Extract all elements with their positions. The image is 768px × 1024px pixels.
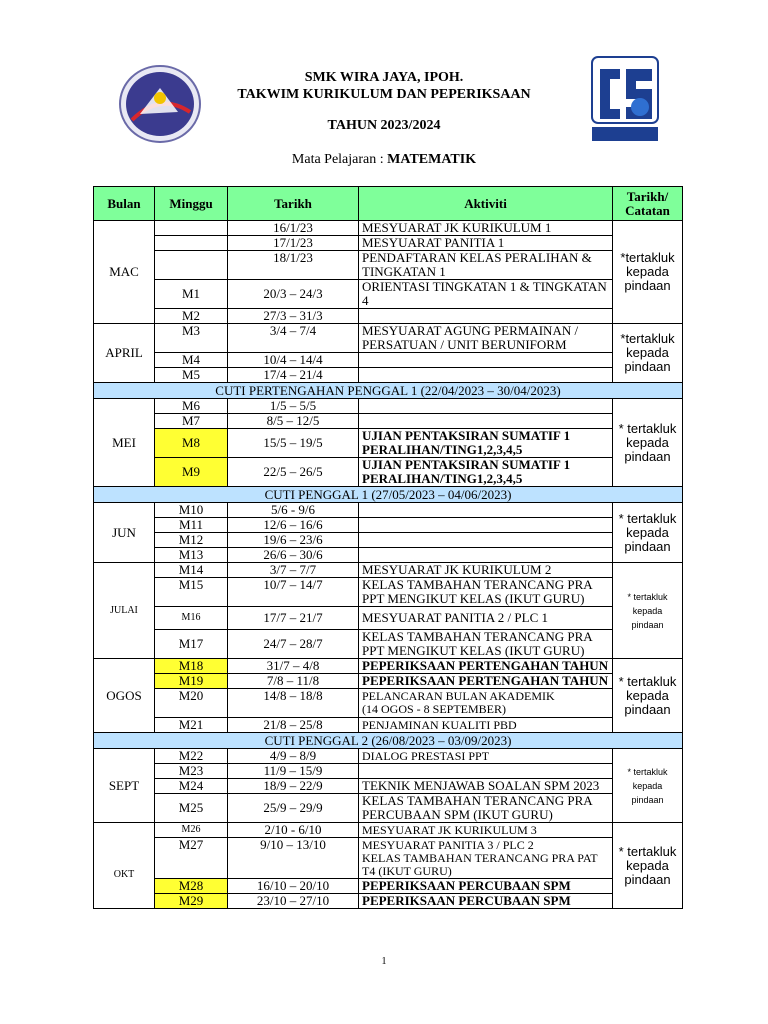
date-cell: 12/6 – 16/6 — [228, 518, 359, 533]
week-cell: M3 — [155, 324, 228, 353]
activity-cell — [359, 353, 613, 368]
date-cell: 9/10 – 13/10 — [228, 838, 359, 879]
activity-cell — [359, 764, 613, 779]
table-row — [94, 838, 683, 879]
date-cell: 3/4 – 7/4 — [228, 324, 359, 353]
activity-line: PELANCARAN BULAN AKADEMIK — [362, 689, 555, 703]
date-cell: 15/5 – 19/5 — [228, 429, 359, 458]
table-row — [94, 236, 683, 251]
week-cell: M7 — [155, 414, 228, 429]
holiday-label: CUTI PERTENGAHAN PENGGAL 1 (22/04/2023 – 30/04/2023) — [94, 383, 683, 399]
table-row — [94, 251, 683, 280]
activity-line: (14 OGOS - 8 SEPTEMBER) — [362, 702, 507, 716]
activity-cell: TEKNIK MENJAWAB SOALAN SPM 2023 — [359, 779, 613, 794]
header-month: Bulan — [94, 187, 155, 221]
date-cell: 31/7 – 4/8 — [228, 659, 359, 674]
holiday-row — [94, 487, 683, 503]
date-cell: 21/8 – 25/8 — [228, 718, 359, 733]
activity-cell: PENDAFTARAN KELAS PERALIHAN & TINGKATAN 1 — [359, 251, 613, 280]
date-cell: 2/10 - 6/10 — [228, 823, 359, 838]
note-cell: * tertakluk kepada pindaan — [613, 749, 683, 823]
week-cell: M16 — [155, 607, 228, 630]
activity-cell: PENJAMINAN KUALITI PBD — [359, 718, 613, 733]
date-cell: 17/7 – 21/7 — [228, 607, 359, 630]
academic-year: TAHUN 2023/2024 — [327, 118, 441, 133]
table-row — [94, 749, 683, 764]
date-cell: 19/6 – 23/6 — [228, 533, 359, 548]
date-cell: 22/5 – 26/5 — [228, 458, 359, 487]
header-note: Tarikh/ Catatan — [613, 187, 683, 221]
activity-cell: PEPERIKSAAN PERTENGAHAN TAHUN — [359, 674, 613, 689]
table-row — [94, 794, 683, 823]
activity-cell — [359, 414, 613, 429]
activity-cell: MESYUARAT PANITIA 2 / PLC 1 — [359, 607, 613, 630]
date-cell: 1/5 – 5/5 — [228, 399, 359, 414]
page-number: 1 — [381, 956, 387, 967]
activity-cell: MESYUARAT JK KURIKULUM 1 — [359, 221, 613, 236]
note-cell: * tertakluk kepada pindaan — [613, 823, 683, 909]
week-cell: M14 — [155, 563, 228, 578]
date-cell: 3/7 – 7/7 — [228, 563, 359, 578]
table-row — [94, 309, 683, 324]
month-cell: SEPT — [94, 749, 155, 823]
month-cell: JUN — [94, 503, 155, 563]
date-cell: 7/8 – 11/8 — [228, 674, 359, 689]
date-cell: 17/4 – 21/4 — [228, 368, 359, 383]
table-row — [94, 221, 683, 236]
week-cell — [155, 251, 228, 280]
week-cell: M11 — [155, 518, 228, 533]
table-row — [94, 429, 683, 458]
week-cell: M27 — [155, 838, 228, 879]
activity-cell — [359, 533, 613, 548]
note-cell: *tertakluk kepada pindaan — [613, 221, 683, 324]
date-cell: 4/9 – 8/9 — [228, 749, 359, 764]
activity-cell — [359, 838, 613, 879]
date-cell: 26/6 – 30/6 — [228, 548, 359, 563]
table-row — [94, 548, 683, 563]
week-cell: M4 — [155, 353, 228, 368]
activity-cell: MESYUARAT PANITIA 1 — [359, 236, 613, 251]
note-cell: * tertakluk kepada pindaan — [613, 563, 683, 659]
table-row — [94, 894, 683, 909]
week-cell: M29 — [155, 894, 228, 909]
date-cell: 18/1/23 — [228, 251, 359, 280]
week-cell: M21 — [155, 718, 228, 733]
calendar-title: TAKWIM KURIKULUM DAN PEPERIKSAAN — [237, 87, 531, 102]
table-row — [94, 368, 683, 383]
table-row — [94, 879, 683, 894]
table-row — [94, 659, 683, 674]
table-row — [94, 674, 683, 689]
table-row — [94, 718, 683, 733]
table-row — [94, 353, 683, 368]
activity-cell: DIALOG PRESTASI PPT — [359, 749, 613, 764]
activity-cell: PEPERIKSAAN PERCUBAAN SPM — [359, 894, 613, 909]
week-cell: M17 — [155, 630, 228, 659]
table-row — [94, 324, 683, 353]
note-cell: * tertakluk kepada pindaan — [613, 659, 683, 733]
month-cell: MAC — [94, 221, 155, 324]
month-cell: OGOS — [94, 659, 155, 733]
holiday-row — [94, 733, 683, 749]
date-cell: 10/4 – 14/4 — [228, 353, 359, 368]
week-cell: M25 — [155, 794, 228, 823]
activity-cell: KELAS TAMBAHAN TERANCANG PRA PPT MENGIKUT KELAS (IKUT GURU) — [359, 630, 613, 659]
calendar-table — [93, 186, 683, 909]
date-cell: 16/1/23 — [228, 221, 359, 236]
table-row — [94, 414, 683, 429]
date-cell: 18/9 – 22/9 — [228, 779, 359, 794]
date-cell: 17/1/23 — [228, 236, 359, 251]
week-cell: M20 — [155, 689, 228, 718]
activity-cell — [359, 368, 613, 383]
week-cell: M22 — [155, 749, 228, 764]
table-row — [94, 399, 683, 414]
table-header-row — [94, 187, 683, 221]
activity-cell — [359, 689, 613, 718]
activity-cell: KELAS TAMBAHAN TERANCANG PRA PERCUBAAN SPM (IKUT GURU) — [359, 794, 613, 823]
subject-label: Mata Pelajaran : — [291, 152, 388, 167]
table-row — [94, 764, 683, 779]
date-cell: 10/7 – 14/7 — [228, 578, 359, 607]
activity-cell — [359, 518, 613, 533]
activity-cell: MESYUARAT JK KURIKULUM 3 — [359, 823, 613, 838]
note-cell: *tertakluk kepada pindaan — [613, 324, 683, 383]
date-cell: 16/10 – 20/10 — [228, 879, 359, 894]
date-cell: 27/3 – 31/3 — [228, 309, 359, 324]
activity-line: MESYUARAT PANITIA 3 / PLC 2 — [362, 837, 534, 852]
activity-cell — [359, 399, 613, 414]
table-row — [94, 823, 683, 838]
week-cell: M6 — [155, 399, 228, 414]
table-row — [94, 503, 683, 518]
week-cell: M23 — [155, 764, 228, 779]
table-row — [94, 578, 683, 607]
table-row — [94, 533, 683, 548]
table-row — [94, 607, 683, 630]
table-row — [94, 458, 683, 487]
week-cell: M9 — [155, 458, 228, 487]
date-cell: 14/8 – 18/8 — [228, 689, 359, 718]
school-name: SMK WIRA JAYA, IPOH. — [304, 70, 464, 85]
date-cell: 8/5 – 12/5 — [228, 414, 359, 429]
month-cell: JULAI — [94, 563, 155, 659]
date-cell: 23/10 – 27/10 — [228, 894, 359, 909]
table-row — [94, 518, 683, 533]
activity-cell — [359, 309, 613, 324]
week-cell: M28 — [155, 879, 228, 894]
week-cell: M26 — [155, 823, 228, 838]
week-cell — [155, 236, 228, 251]
week-cell: M8 — [155, 429, 228, 458]
activity-cell — [359, 548, 613, 563]
week-cell: M5 — [155, 368, 228, 383]
date-cell: 25/9 – 29/9 — [228, 794, 359, 823]
activity-cell: UJIAN PENTAKSIRAN SUMATIF 1 PERALIHAN/TING1,2,3,4,5 — [359, 458, 613, 487]
note-cell: * tertakluk kepada pindaan — [613, 399, 683, 487]
week-cell: M1 — [155, 280, 228, 309]
week-cell — [155, 221, 228, 236]
date-cell: 20/3 – 24/3 — [228, 280, 359, 309]
table-row — [94, 689, 683, 718]
table-row — [94, 779, 683, 794]
week-cell: M13 — [155, 548, 228, 563]
subject-value: MATEMATIK — [387, 152, 477, 167]
table-row — [94, 630, 683, 659]
table-row — [94, 280, 683, 309]
month-cell: APRIL — [94, 324, 155, 383]
week-cell: M19 — [155, 674, 228, 689]
activity-cell: ORIENTASI TINGKATAN 1 & TINGKATAN 4 — [359, 280, 613, 309]
week-cell: M15 — [155, 578, 228, 607]
note-cell: * tertakluk kepada pindaan — [613, 503, 683, 563]
holiday-label: CUTI PENGGAL 2 (26/08/2023 – 03/09/2023) — [94, 733, 683, 749]
activity-cell: PEPERIKSAAN PERTENGAHAN TAHUN — [359, 659, 613, 674]
table-row — [94, 563, 683, 578]
week-cell: M24 — [155, 779, 228, 794]
date-cell: 24/7 – 28/7 — [228, 630, 359, 659]
activity-line: KELAS TAMBAHAN TERANCANG PRA PAT T4 (IKUT GURU) — [362, 850, 598, 878]
subject-line — [0, 152, 768, 168]
week-cell: M2 — [155, 309, 228, 324]
activity-cell: UJIAN PENTAKSIRAN SUMATIF 1 PERALIHAN/TING1,2,3,4,5 — [359, 429, 613, 458]
week-cell: M12 — [155, 533, 228, 548]
activity-cell: MESYUARAT AGUNG PERMAINAN / PERSATUAN / UNIT BERUNIFORM — [359, 324, 613, 353]
week-cell: M10 — [155, 503, 228, 518]
header-date: Tarikh — [228, 187, 359, 221]
date-cell: 5/6 - 9/6 — [228, 503, 359, 518]
holiday-label: CUTI PENGGAL 1 (27/05/2023 – 04/06/2023) — [94, 487, 683, 503]
activity-cell: PEPERIKSAAN PERCUBAAN SPM — [359, 879, 613, 894]
month-cell: MEI — [94, 399, 155, 487]
activity-cell: KELAS TAMBAHAN TERANCANG PRA PPT MENGIKUT KELAS (IKUT GURU) — [359, 578, 613, 607]
activity-cell: MESYUARAT JK KURIKULUM 2 — [359, 563, 613, 578]
header-activity: Aktiviti — [359, 187, 613, 221]
holiday-row — [94, 383, 683, 399]
date-cell: 11/9 – 15/9 — [228, 764, 359, 779]
month-cell: OKT — [94, 823, 155, 909]
header-week: Minggu — [155, 187, 228, 221]
week-cell: M18 — [155, 659, 228, 674]
activity-cell — [359, 503, 613, 518]
